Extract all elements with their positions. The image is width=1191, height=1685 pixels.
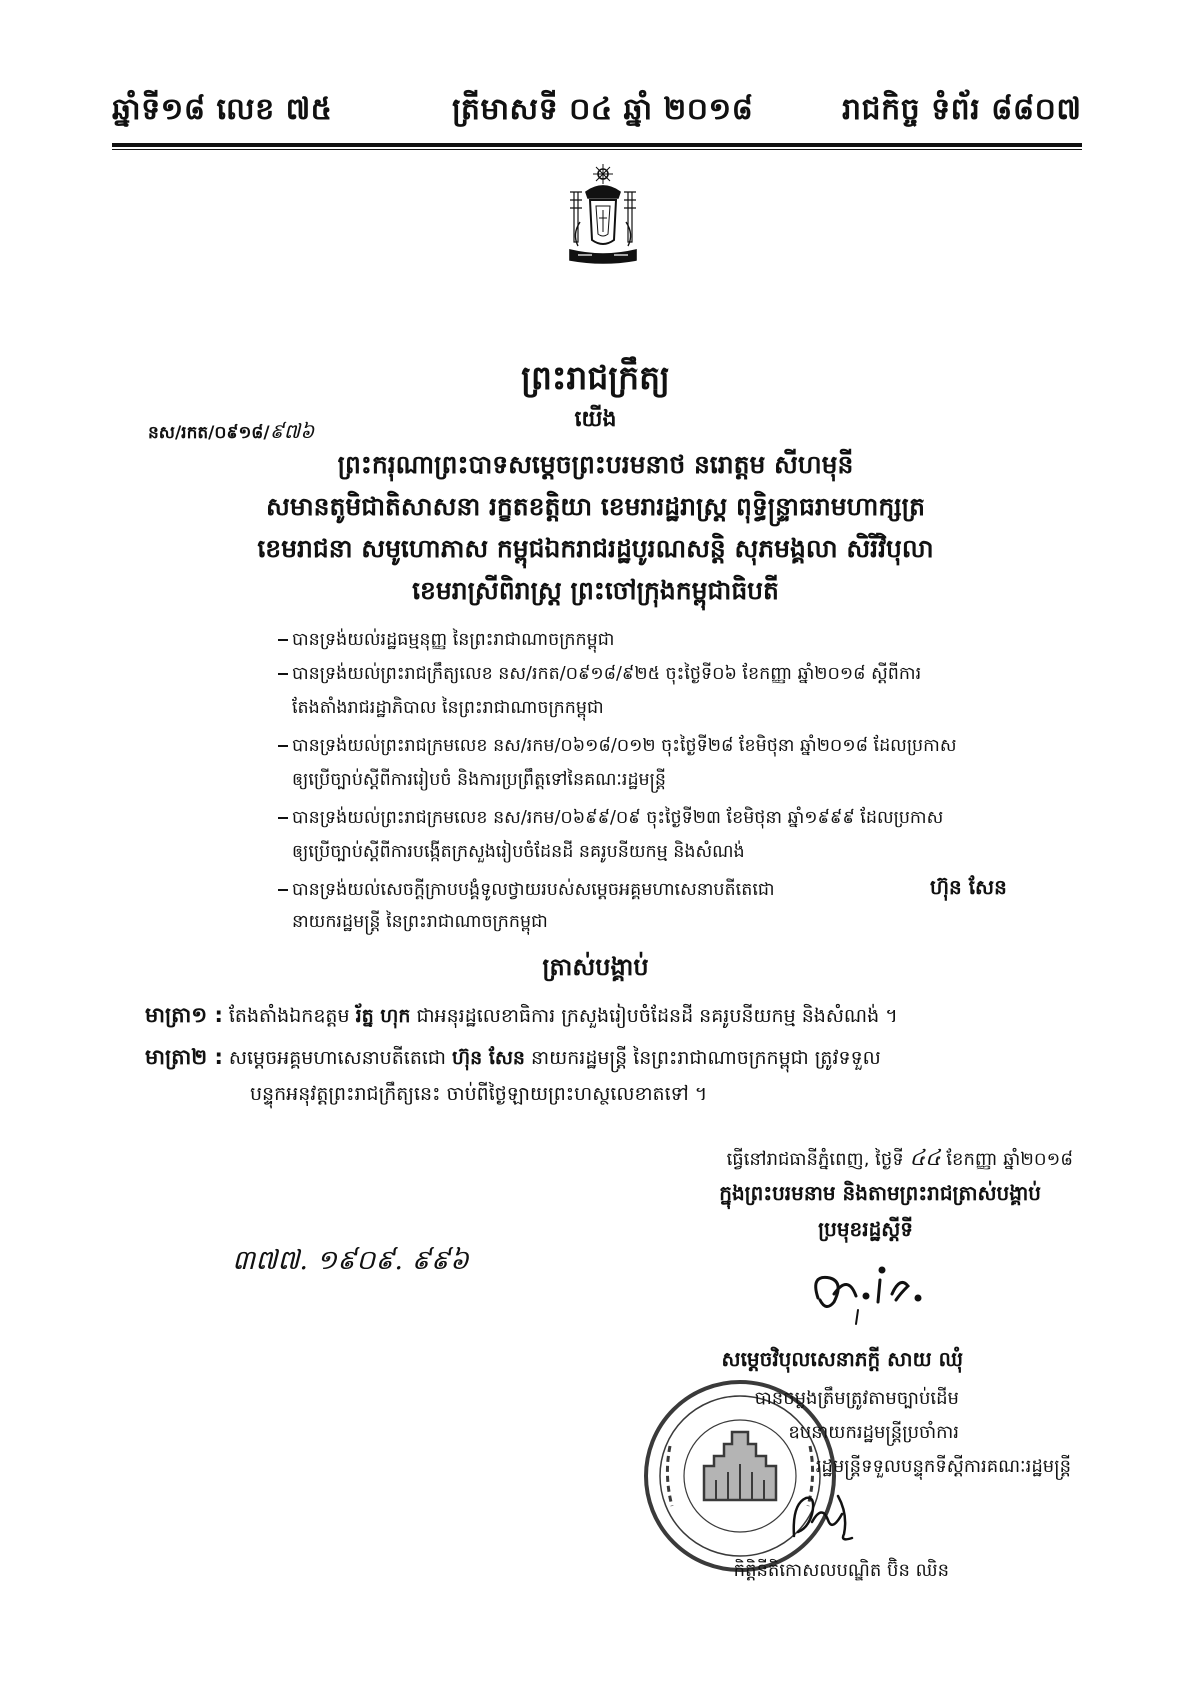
- consideration-continuation: ឲ្យប្រើច្បាប់ស្ដីពីការរៀបចំ និងការប្រព្រឹត្តទៅនៃគណៈរដ្ឋមន្ត្រី: [292, 770, 666, 790]
- reference-printed: នស/រកត/០៩១៨/: [148, 423, 270, 443]
- article-text: ជាអនុរដ្ឋលេខាធិការ ក្រសួងរៀបចំដែនដី នគរូបនីយកម្ម និងសំណង់ ។: [416, 1005, 898, 1027]
- decree-heading: ត្រាស់បង្គាប់: [542, 953, 649, 981]
- gazette-page: រាជកិច្ច ទំព័រ ៨៨០៧: [842, 92, 1082, 127]
- consideration-continuation: ឲ្យប្រើច្បាប់ស្ដីពីការបង្កើតក្រសួងរៀបចំដែនដី នគរូបនីយកម្ម និងសំណង់: [292, 842, 745, 862]
- consideration-item: [278, 734, 957, 760]
- consideration-text: បានទ្រង់យល់ព្រះរាជក្រមលេខ នស/រកម/០៦១៨/០១២ ចុះថ្ងៃទី២៨ ខែមិថុនា ឆ្នាំ២០១៨ ដែលប្រកាស: [292, 736, 957, 756]
- certifier-signature-icon: [782, 1484, 862, 1548]
- prime-minister-name: ហ៊ុន សែន: [452, 1047, 525, 1069]
- certifier-name: កិត្តិនីតិកោសលបណ្ឌិត ប៊ិន ឈិន: [733, 1560, 949, 1581]
- consideration-item: [278, 662, 921, 688]
- article-text: នាយករដ្ឋមន្ត្រី នៃព្រះរាជាណាចក្រកម្ពុជា ត្រូវទទួល: [531, 1047, 881, 1069]
- header-rule-thin: [112, 149, 1082, 150]
- consideration-item: [278, 806, 943, 832]
- reference-handwritten: ៩៧៦: [269, 419, 315, 443]
- king-title-line: ខេមរាស្រីពិរាស្ត្រ ព្រះចៅក្រុងកម្ពុជាធិបតី: [412, 576, 779, 605]
- gazette-date: ត្រីមាសទី ០៤ ឆ្នាំ ២០១៨: [452, 92, 754, 127]
- article-2: [145, 1044, 881, 1075]
- consideration-item: [278, 878, 775, 904]
- header-rule: [112, 143, 1082, 147]
- consideration-text: បានទ្រង់យល់សេចក្ដីក្រាបបង្គំទូលថ្វាយរបស់សម្ដេចអគ្គមហាសេនាបតីតេជោ: [292, 880, 775, 900]
- consideration-continuation: តែងតាំងរាជរដ្ឋាភិបាល នៃព្រះរាជាណាចក្រកម្ពុជា: [292, 698, 604, 718]
- king-title-line: សមានតូមិជាតិសាសនា រក្ខតខត្តិយា ខេមរារដ្ឋរាស្ត្រ ពុទ្ធិន្ទ្រាធរាមហាក្សត្រ: [266, 492, 925, 521]
- done-at-line: [727, 1144, 1073, 1176]
- done-at-text: ធ្វើនៅរាជធានីភ្នំពេញ, ថ្ងៃទី: [726, 1149, 904, 1170]
- king-title-line: ខេមរាជនា សមូហោភាស កម្ពុជឯករាជរដ្ឋបូរណសន្តិ សុភមង្គលា សិរីវិបុលា: [257, 534, 934, 563]
- dash-bullet: [278, 639, 288, 641]
- article-label: មាត្រា២ :: [145, 1045, 223, 1069]
- signer-name: សម្ដេចវិបុលសេនាភក្ដី សាយ ឈុំ: [721, 1347, 963, 1371]
- consideration-text: បានទ្រង់យល់ព្រះរាជក្រមលេខ នស/រកម/០៦៩៩/០៩ ចុះថ្ងៃទី២៣ ខែមិថុនា ឆ្នាំ១៩៩៩ ដែលប្រកាស: [292, 808, 944, 828]
- prime-minister-name: ហ៊ុន សែន: [930, 875, 1007, 899]
- acting-head-signature-icon: [800, 1254, 940, 1334]
- article-2-continuation: បន្ទុកអនុវត្តព្រះរាជក្រឹត្យនេះ ចាប់ពីថ្ងៃឡាយព្រះហស្ថលេខាតទៅ ។: [250, 1083, 708, 1105]
- consideration-item: [278, 628, 614, 654]
- consideration-text: បានទ្រង់យល់ព្រះរាជក្រឹត្យលេខ នស/រកត/០៩១៨/៩២៥ ចុះថ្ងៃទី០៦ ខែកញ្ញា ឆ្នាំ២០១៨ ស្ដីពីការ: [292, 664, 922, 684]
- handwritten-registration: ៣៧៧. ១៩០៩. ៩៩៦: [232, 1245, 469, 1276]
- certification-line: រដ្ឋមន្ត្រីទទួលបន្ទុកទីស្ដីការគណៈរដ្ឋមន្ត្រី: [815, 1456, 1071, 1477]
- gazette-year-issue: ឆ្នាំទី១៨ លេខ ៧៥: [112, 92, 333, 127]
- in-royal-name-line: ក្នុងព្រះបរមនាម និងតាមព្រះរាជត្រាស់បង្គាប់: [719, 1181, 1041, 1205]
- decree-title: ព្រះរាជក្រឹត្យ: [521, 358, 670, 397]
- consideration-continuation: នាយករដ្ឋមន្ត្រី នៃព្រះរាជាណាចក្រកម្ពុជា: [292, 912, 548, 932]
- king-title-line: ព្រះករុណាព្រះបាទសម្ដេចព្រះបរមនាថ នរោត្តម សីហមុនី: [337, 450, 854, 479]
- dash-bullet: [278, 889, 288, 891]
- seeing-heading: យើង: [574, 407, 617, 432]
- article-text: សម្ដេចអគ្គមហាសេនាបតីតេជោ: [228, 1047, 446, 1069]
- certification-line: បានចម្លងត្រឹមត្រូវតាមច្បាប់ដើម: [754, 1388, 959, 1409]
- article-label: មាត្រា១ :: [145, 1003, 223, 1027]
- royal-coat-of-arms-icon: [556, 162, 650, 266]
- certification-line: ឧបនាយករដ្ឋមន្ត្រីប្រចាំការ: [788, 1422, 959, 1443]
- appointee-name: រ័ត្ន ហុក: [355, 1005, 411, 1027]
- dash-bullet: [278, 673, 288, 675]
- consideration-text: បានទ្រង់យល់រដ្ឋធម្មនុញ្ញ នៃព្រះរាជាណាចក្រកម្ពុជា: [292, 630, 615, 650]
- article-1: [145, 1002, 898, 1033]
- acting-head-of-state: ប្រមុខរដ្ឋស្ដីទី: [818, 1217, 913, 1241]
- handwritten-day: ៤៤: [909, 1146, 941, 1171]
- done-at-month: ខែកញ្ញា ឆ្នាំ២០១៨: [946, 1149, 1073, 1170]
- article-text: តែងតាំងឯកឧត្តម: [228, 1005, 350, 1027]
- dash-bullet: [278, 745, 288, 747]
- dash-bullet: [278, 817, 288, 819]
